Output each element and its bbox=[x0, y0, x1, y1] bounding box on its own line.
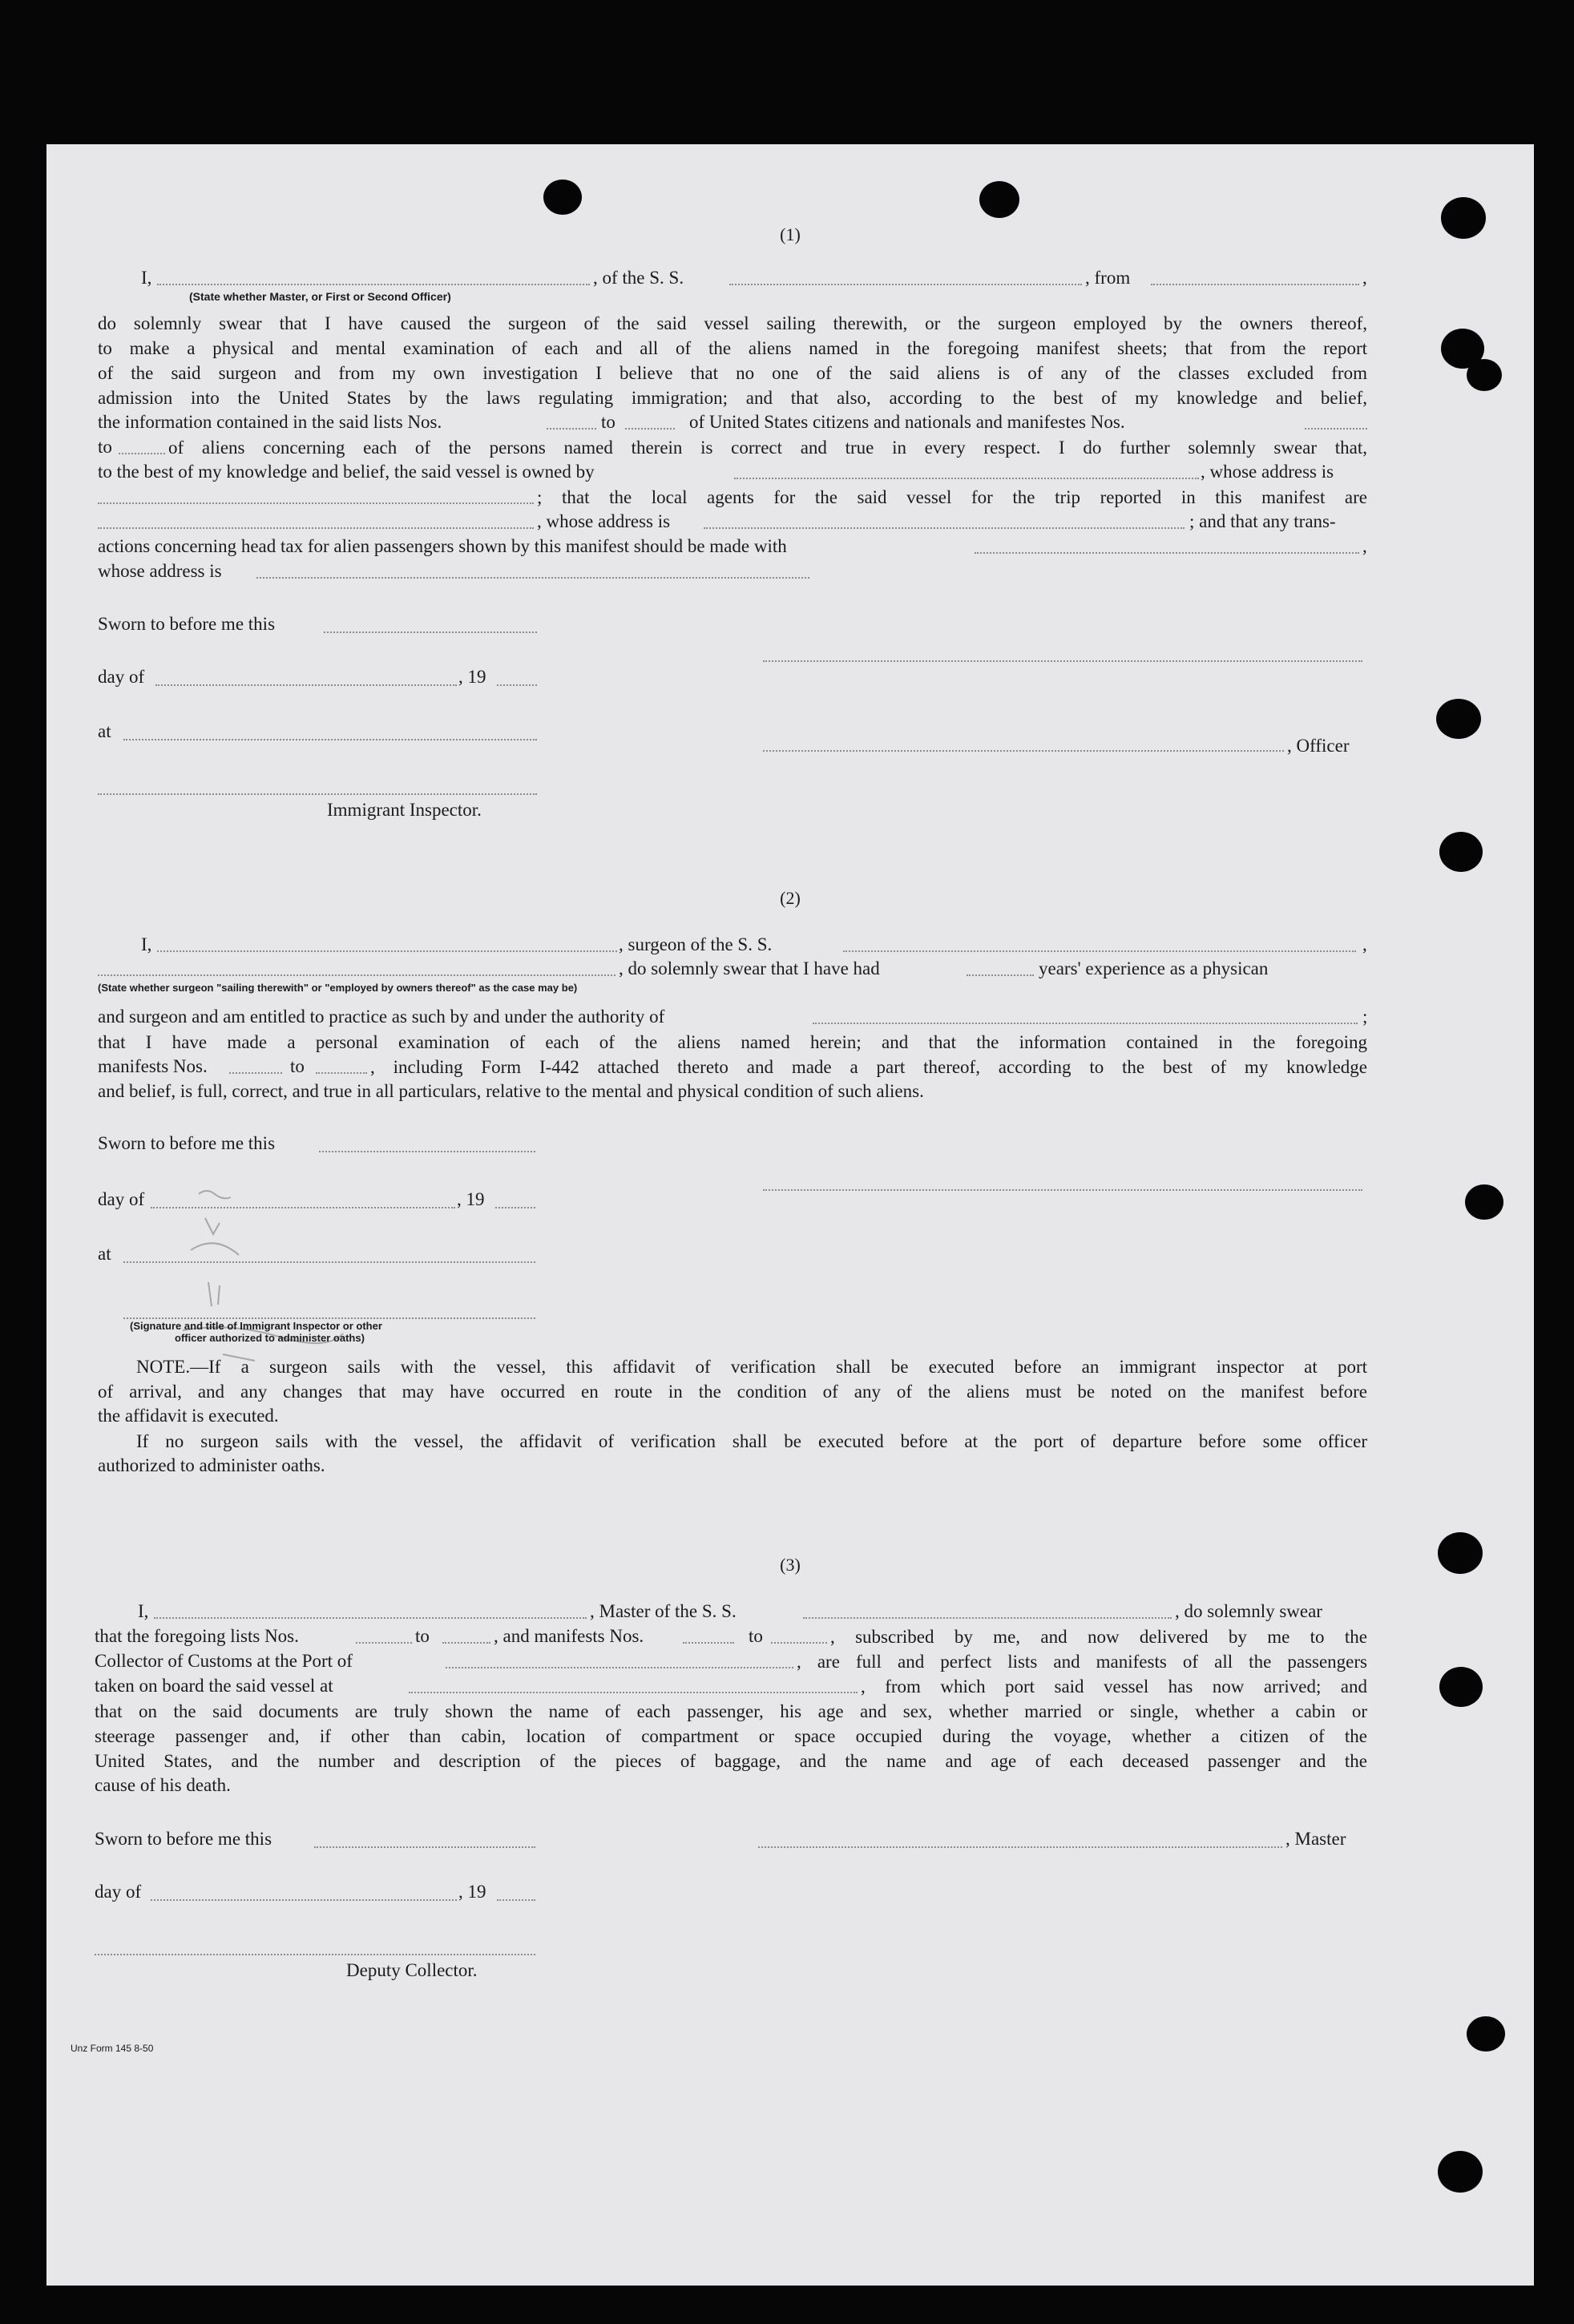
section-number: (3) bbox=[780, 1555, 801, 1575]
blank-line bbox=[547, 428, 596, 430]
text: at bbox=[98, 1244, 111, 1264]
note-line: authorized to administer oaths. bbox=[98, 1455, 325, 1475]
blank-line bbox=[155, 684, 457, 686]
text: to the best of my knowledge and belief, the said vessel is owned by bbox=[98, 462, 595, 482]
signature-line bbox=[763, 660, 1362, 662]
section-number: (2) bbox=[780, 888, 801, 908]
field-hint: (State whether Master, or First or Second Officer) bbox=[189, 290, 451, 303]
note-line: If no surgeon sails with the vessel, the affidavit of verification shall be executed before at the port of departure before some officer bbox=[136, 1431, 1367, 1451]
text: , surgeon of the S. S. bbox=[619, 934, 773, 954]
blank-line bbox=[256, 577, 809, 579]
text: , do solemnly swear bbox=[1175, 1601, 1322, 1621]
paragraph-line: , including Form I-442 attached thereto and made a part thereof, according to the best of my knowledge bbox=[370, 1057, 1367, 1077]
text: taken on board the said vessel at bbox=[95, 1676, 333, 1696]
text: Collector of Customs at the Port of bbox=[95, 1651, 353, 1671]
paragraph-line: of the said surgeon and from my own investigation I believe that no one of the said aliens is of any of the classes excluded from bbox=[98, 363, 1367, 383]
text: of United States citizens and nationals and manifestes Nos. bbox=[689, 412, 1125, 432]
text: to bbox=[601, 412, 615, 432]
text: cause of his death. bbox=[95, 1775, 231, 1795]
paragraph-line: that on the said documents are truly shown the name of each passenger, his age and sex, whether married or single, whether a cabin or bbox=[95, 1701, 1367, 1721]
text: manifests Nos. bbox=[98, 1056, 208, 1076]
paragraph-line: ; that the local agents for the said vessel for the trip reported in this manifest are bbox=[537, 487, 1367, 507]
text: , bbox=[1362, 934, 1367, 954]
blank-line bbox=[734, 478, 1199, 479]
text: Deputy Collector. bbox=[346, 1960, 478, 1980]
blank-line bbox=[356, 1642, 412, 1644]
blank-line bbox=[683, 1642, 734, 1644]
paragraph-line: that I have made a personal examination of each of the aliens named herein; and that the information contained in the foregoing bbox=[98, 1032, 1367, 1052]
text: day of bbox=[95, 1882, 142, 1902]
punch-hole bbox=[1467, 2016, 1505, 2052]
blank-line bbox=[495, 1207, 535, 1208]
paragraph-line: of aliens concerning each of the persons named therein is correct and true in every respect. I do further solemnly swear that, bbox=[168, 438, 1367, 458]
blank-line bbox=[98, 527, 534, 529]
section-number: (1) bbox=[780, 224, 801, 244]
text: Sworn to before me this bbox=[98, 1133, 276, 1153]
text: I, bbox=[138, 1601, 149, 1621]
signature-line bbox=[95, 1954, 535, 1955]
signature-line bbox=[98, 793, 537, 795]
signature-hint: (Signature and title of Immigrant Inspector or other bbox=[130, 1320, 382, 1332]
paragraph-line: admission into the United States by the laws regulating immigration; and that also, according to the best of my knowledge and belief, bbox=[98, 388, 1367, 408]
blank-line bbox=[314, 1846, 535, 1848]
blank-line bbox=[123, 739, 537, 740]
blank-line bbox=[843, 950, 1356, 952]
form-number: Unz Form 145 8-50 bbox=[71, 2043, 154, 2054]
blank-line bbox=[154, 1617, 587, 1619]
blank-line bbox=[442, 1642, 490, 1644]
text: , do solemnly swear that I have had bbox=[619, 958, 880, 978]
text: , bbox=[1362, 268, 1367, 288]
text: day of bbox=[98, 1189, 145, 1209]
blank-line bbox=[409, 1692, 858, 1693]
signature-line bbox=[763, 1189, 1362, 1191]
blank-line bbox=[729, 284, 1082, 285]
paragraph-line: to make a physical and mental examination of each and all of the aliens named in the foregoing manifest sheets; that from the report bbox=[98, 338, 1367, 358]
text: day of bbox=[98, 667, 145, 687]
blank-line bbox=[119, 453, 165, 454]
punch-hole bbox=[979, 181, 1019, 218]
note-line: the affidavit is executed. bbox=[98, 1406, 279, 1426]
blank-line bbox=[975, 552, 1359, 554]
blank-line bbox=[319, 1151, 535, 1152]
blank-line bbox=[157, 950, 617, 952]
paragraph-line: steerage passenger and, if other than cabin, location of compartment or space occupied during the voyage, whether a citizen of the bbox=[95, 1726, 1367, 1746]
punch-hole bbox=[1438, 2151, 1483, 2193]
note-line: of arrival, and any changes that may have occurred en route in the condition of any of the aliens must be noted on the manifest before bbox=[98, 1382, 1367, 1402]
blank-line bbox=[1305, 428, 1367, 430]
text: to bbox=[98, 437, 112, 457]
text: , Master bbox=[1285, 1829, 1346, 1849]
signature-line bbox=[758, 1846, 1282, 1848]
note-line: NOTE.—If a surgeon sails with the vessel, this affidavit of verification shall be executed before an immigrant inspector at port bbox=[136, 1357, 1367, 1377]
punch-hole bbox=[1439, 1667, 1483, 1707]
paragraph-line: , subscribed by me, and now delivered by me to the bbox=[830, 1627, 1367, 1647]
punch-hole bbox=[543, 180, 582, 215]
blank-line bbox=[813, 1023, 1358, 1024]
text: and surgeon and am entitled to practice as such by and under the authority of bbox=[98, 1007, 665, 1027]
text: ; bbox=[1362, 1007, 1368, 1027]
blank-line bbox=[1151, 284, 1359, 285]
paragraph-line: do solemnly swear that I have caused the surgeon of the said vessel sailing therewith, or the surgeon employed by the owners thereof, bbox=[98, 313, 1367, 333]
text: , whose address is bbox=[537, 511, 671, 531]
text: and belief, is full, correct, and true in all particulars, relative to the mental and physical condition of such aliens. bbox=[98, 1081, 924, 1101]
blank-line bbox=[497, 1899, 535, 1901]
text: , whose address is bbox=[1201, 462, 1334, 482]
paragraph-line: , are full and perfect lists and manifests of all the passengers bbox=[797, 1652, 1367, 1672]
text: Sworn to before me this bbox=[98, 614, 276, 634]
blank-line bbox=[157, 284, 590, 285]
text: to bbox=[415, 1626, 430, 1646]
text: , 19 bbox=[458, 667, 486, 687]
blank-line bbox=[967, 974, 1034, 976]
text: to bbox=[290, 1056, 305, 1076]
text: actions concerning head tax for alien passengers shown by this manifest should be made with bbox=[98, 536, 787, 556]
text: the information contained in the said lists Nos. bbox=[98, 412, 442, 432]
punch-hole bbox=[1465, 1184, 1503, 1220]
text: , bbox=[1362, 536, 1367, 556]
text: ; and that any trans- bbox=[1189, 511, 1336, 531]
text: whose address is bbox=[98, 561, 222, 581]
text: , from bbox=[1085, 268, 1131, 288]
text: I, bbox=[141, 934, 152, 954]
blank-line bbox=[316, 1072, 367, 1074]
text: , 19 bbox=[458, 1882, 486, 1902]
blank-line bbox=[446, 1667, 793, 1668]
text: , of the S. S. bbox=[593, 268, 684, 288]
text: I, bbox=[141, 268, 152, 288]
punch-hole bbox=[1467, 359, 1502, 391]
paragraph-line: United States, and the number and description of the pieces of baggage, and the name and age of each deceased passenger and the bbox=[95, 1751, 1367, 1771]
text: , Master of the S. S. bbox=[590, 1601, 737, 1621]
text: Sworn to before me this bbox=[95, 1829, 272, 1849]
blank-line bbox=[98, 974, 615, 976]
document-page bbox=[46, 144, 1534, 2286]
field-hint: (State whether surgeon "sailing therewith" or "employed by owners thereof" as the case may be) bbox=[98, 982, 578, 994]
punch-hole bbox=[1436, 699, 1481, 739]
blank-line bbox=[324, 631, 537, 633]
blank-line bbox=[625, 428, 675, 430]
text: Immigrant Inspector. bbox=[327, 800, 482, 820]
blank-line bbox=[704, 527, 1185, 529]
signature-line bbox=[763, 750, 1284, 752]
paragraph-line: , from which port said vessel has now arrived; and bbox=[861, 1676, 1367, 1697]
blank-line bbox=[497, 684, 537, 686]
blank-line bbox=[151, 1899, 457, 1901]
text: that the foregoing lists Nos. bbox=[95, 1626, 299, 1646]
punch-hole bbox=[1439, 832, 1483, 872]
text: , and manifests Nos. bbox=[494, 1626, 644, 1646]
text: to bbox=[749, 1626, 763, 1646]
blank-line bbox=[771, 1642, 827, 1644]
text: , 19 bbox=[457, 1189, 485, 1209]
text: , Officer bbox=[1287, 736, 1350, 756]
blank-line bbox=[803, 1617, 1172, 1619]
blank-line bbox=[229, 1072, 282, 1074]
text: years' experience as a physican bbox=[1039, 958, 1269, 978]
blank-line bbox=[98, 502, 534, 504]
text: at bbox=[98, 721, 111, 741]
signature-hint: officer authorized to administer oaths) bbox=[175, 1332, 365, 1344]
